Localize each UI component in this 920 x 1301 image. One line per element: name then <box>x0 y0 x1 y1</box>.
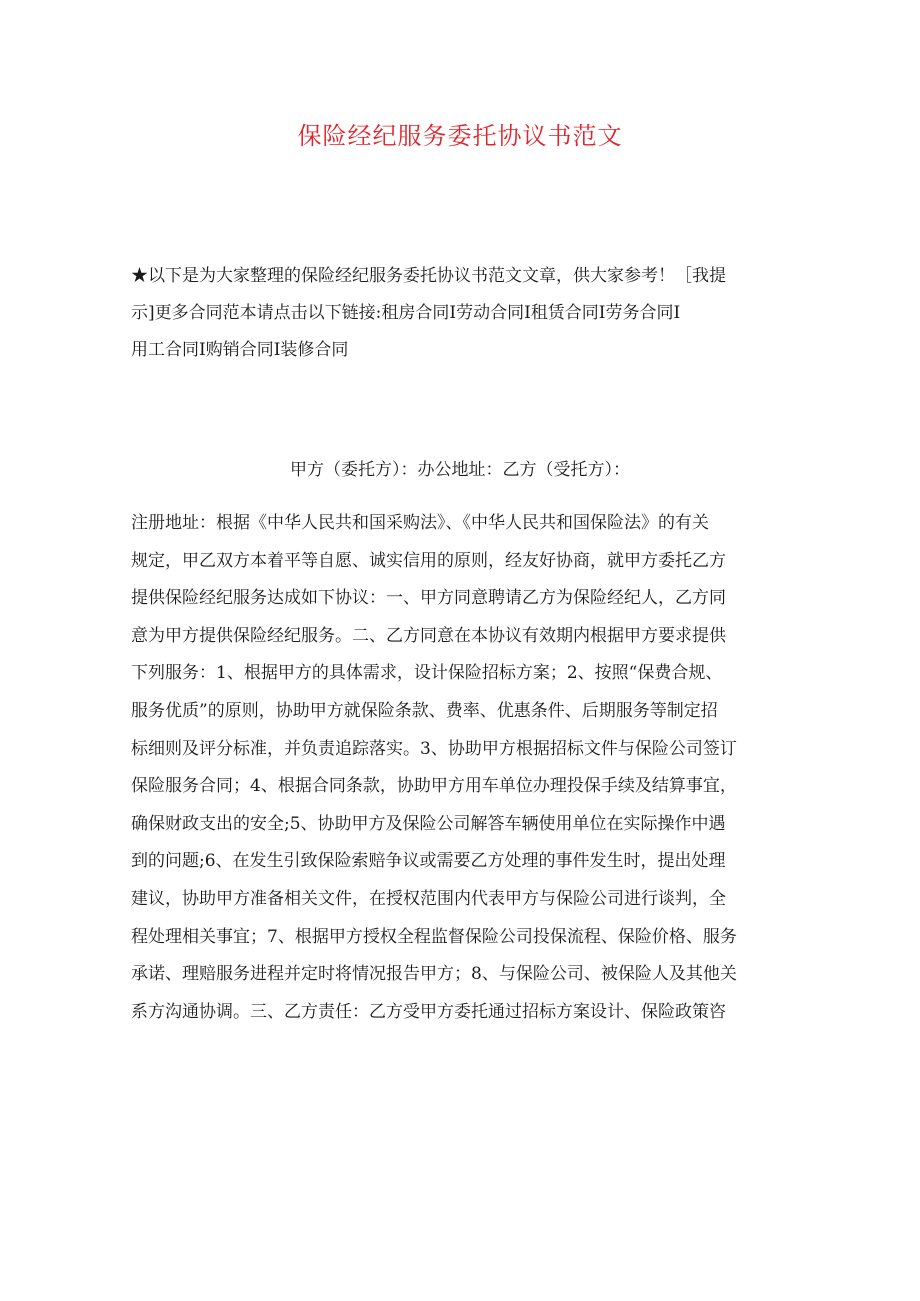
body-line: 保险服务合同；4、根据合同条款，协助甲方用车单位办理投保手续及结算事宜， <box>131 776 737 797</box>
intro-line: ★以下是为大家整理的保险经纪服务委托协议书范文文章，供大家参考！［我提 <box>131 266 726 286</box>
body-line: 下列服务：1、根据甲方的具体需求，设计保险招标方案；2、按照“保费合规、 <box>131 663 723 684</box>
body-line: 系方沟通协调。三、乙方责任：乙方受甲方委托通过招标方案设计、保险政策咨 <box>131 1001 726 1022</box>
body-line: 程处理相关事宜；7、根据甲方授权全程监督保险公司投保流程、保险价格、服务 <box>131 926 737 947</box>
body-line: 确保财政支出的安全;5、协助甲方及保险公司解答车辆使用单位在实际操作中遇 <box>131 813 726 834</box>
body-line: 到的问题;6、在发生引致保险索赔争议或需要乙方处理的事件发生时，提出处理 <box>131 851 726 872</box>
body-line: 承诺、理赔服务进程并定时将情况报告甲方；8、与保险公司、被保险人及其他关 <box>131 964 737 985</box>
body-line: 建议，协助甲方准备相关文件，在授权范围内代表甲方与保险公司进行谈判，全 <box>131 888 726 909</box>
body-line: 服务优质”的原则，协助甲方就保险条款、费率、优惠条件、后期服务等制定招 <box>131 700 718 721</box>
body-line: 标细则及评分标准，并负责追踪落实。3、协助甲方根据招标文件与保险公司签订 <box>131 738 737 759</box>
intro-line: 用工合同Ⅰ购销合同Ⅰ装修合同 <box>131 340 349 360</box>
body-line: 注册地址：根据《中华人民共和国采购法》、《中华人民共和国保险法》的有关 <box>131 513 709 533</box>
body-line: 提供保险经纪服务达成如下协议：一、甲方同意聘请乙方为保险经纪人，乙方同 <box>131 588 726 609</box>
agreement-body <box>131 505 801 1031</box>
intro-line: 示]更多合同范本请点击以下链接:租房合同Ⅰ劳动合同Ⅰ租赁合同Ⅰ劳务合同Ⅰ <box>131 303 681 323</box>
body-line: 意为甲方提供保险经纪服务。二、乙方同意在本协议有效期内根据甲方要求提供 <box>131 625 726 646</box>
body-line: 规定，甲乙双方本着平等自愿、诚实信用的原则，经友好协商，就甲方委托乙方 <box>131 550 726 571</box>
intro-paragraph <box>131 258 801 369</box>
document-title: 保险经纪服务委托协议书范文 <box>297 122 623 150</box>
parties-line: 甲方（委托方）：办公地址：乙方（受托方）： <box>290 460 630 480</box>
